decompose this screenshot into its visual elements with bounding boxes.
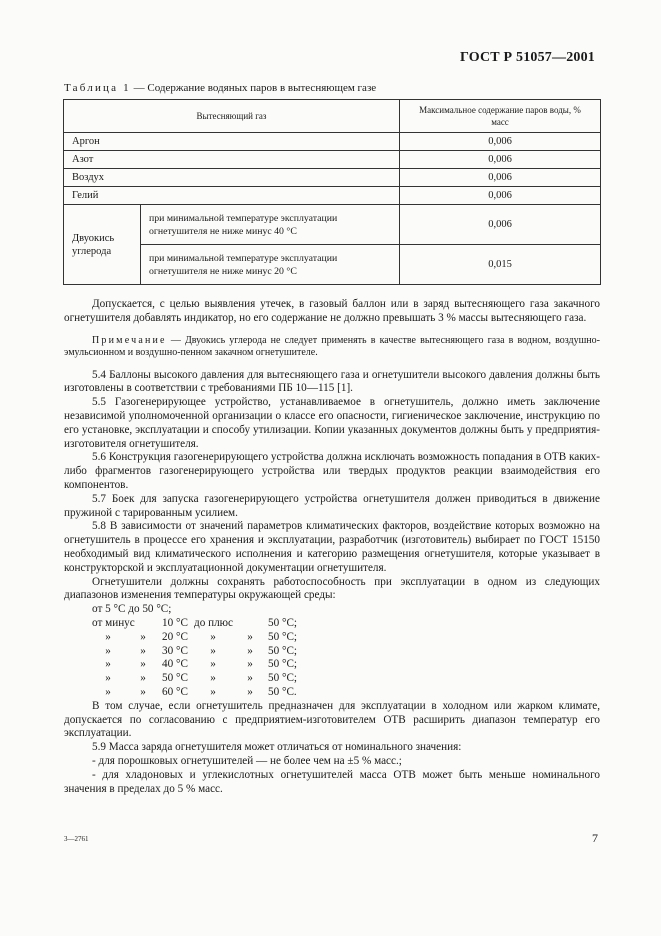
water-vapor-table — [63, 99, 601, 285]
list-item: » » 40 °С » » 50 °С; — [105, 658, 298, 671]
value-cell: 0,015 — [400, 245, 601, 285]
condition-cell: при минимальной температуре эксплуатации огнетушителя не ниже минус 20 °С — [141, 245, 400, 285]
gas-cell: Аргон — [64, 133, 400, 151]
paragraph-5-7: 5.7 Боек для запуска газогенерирующего устройства огнетушителя должен приводиться в движение пружиной с тарированным усилием. — [64, 492, 600, 519]
paragraph-5-8: 5.8 В зависимости от значений параметров климатических факторов, воздействие которых возможно на огнетушитель в процессе его хранения и эксплуатации, разработчик (изготовитель) выбирает по ГОСТ 15150 необходимый вид климатического исполнения и категорию размещения огнетушителя, которые указывает в конструкторской и эксплуатационной документации огнетушителя. — [64, 520, 600, 574]
paragraph-5-6: 5.6 Конструкция газогенерирующего устройства должна исключать возможность попадания в ОТВ каких-либо фрагментов газогенерирующего устройства или твердых продуктов реакции взаимодействия его компонентов. — [64, 451, 600, 491]
paragraph-5-5: 5.5 Газогенерирующее устройство, устанавливаемое в огнетушитель, должно иметь заключение независимой уполномоченной организации о классе его опасности, гигиеническое заключение, инструкцию по его установке, эксплуатации и способу утилизации. Копии указанных документов должны быть у предприятия-изготовителя огнетушителя. — [64, 396, 600, 450]
list-item: » » 20 °С » » 50 °С; — [105, 630, 298, 643]
list-item: » » 60 °С » » 50 °С. — [105, 685, 297, 698]
table-row — [64, 169, 601, 187]
condition-cell: при минимальной температуре эксплуатации огнетушителя не ниже минус 40 °С — [141, 205, 400, 245]
table-row — [64, 133, 601, 151]
document-header: ГОСТ Р 51057—2001 — [459, 50, 595, 65]
table-row — [64, 151, 601, 169]
gas-cell: Азот — [64, 151, 400, 169]
table-header-max-content: Максимальное содержание паров воды, % масс — [400, 100, 601, 133]
gas-cell: Гелий — [64, 187, 400, 205]
gas-cell: Воздух — [64, 169, 400, 187]
note-text: — Двуокись углерода не следует применять в качестве вытесняющего газа в водном, воздушно-эмульсионном и воздушно-пенном закачном огнетушителе. — [64, 334, 600, 359]
note — [64, 335, 600, 360]
paragraph-5-9: 5.9 Масса заряда огнетушителя может отличаться от номинального значения: — [92, 741, 462, 754]
gas-cell-co2: Двуокись углерода — [64, 205, 141, 285]
paragraph-extend-range: В том случае, если огнетушитель предназначен для эксплуатации в холодном или жарком климате, допускается по согласованию с предприятием-изготовителем ОТВ расширить диапазон температур его эксплуатации. — [64, 699, 600, 740]
table-caption-label: Таблица 1 — [64, 82, 131, 94]
print-code: 3—2761 — [64, 835, 89, 843]
value-cell: 0,006 — [400, 205, 601, 245]
table-row — [64, 245, 601, 285]
table-row — [64, 187, 601, 205]
table-caption — [64, 82, 376, 94]
note-label: Примечание — [92, 334, 167, 346]
list-item: » » 30 °С » » 50 °С; — [105, 644, 298, 657]
value-cell: 0,006 — [400, 133, 601, 151]
list-item-powder: - для порошковых огнетушителей — не более чем на ±5 % масс.; — [92, 754, 402, 767]
value-cell: 0,006 — [400, 151, 601, 169]
value-cell: 0,006 — [400, 187, 601, 205]
value-cell: 0,006 — [400, 169, 601, 187]
paragraph-indicator: Допускается, с целью выявления утечек, в газовый баллон или в заряд вытесняющего газа закачного огнетушителя добавлять индикатор, но его содержание не должно превышать 3 % массы вытесняющего газа. — [64, 298, 600, 324]
paragraph-5-4: 5.4 Баллоны высокого давления для вытесняющего газа и огнетушители высокого давления должны быть изготовлены в соответствии с требованиями ПБ 10—115 [1]. — [64, 368, 600, 395]
table-header-gas: Вытесняющий газ — [64, 100, 400, 133]
list-item-halon: - для хладоновых и углекислотных огнетушителей масса ОТВ может быть меньше номинального значения в пределах до 5 % масс. — [64, 768, 600, 795]
page-number: 7 — [592, 831, 598, 845]
body-text — [64, 298, 600, 796]
table-row — [64, 205, 601, 245]
list-item: » » 50 °С » » 50 °С; — [105, 672, 298, 685]
table-caption-title: — Содержание водяных паров в вытесняющем газе — [130, 82, 377, 94]
paragraph-ranges-intro: Огнетушители должны сохранять работоспособность при эксплуатации в одном из следующих диапазонов изменения температуры окружающей среды: — [64, 575, 600, 602]
list-item: от минус 10 °С до плюс 50 °С; — [92, 616, 298, 629]
range-first: от 5 °С до 50 °С; — [92, 603, 172, 616]
temperature-ranges — [92, 617, 297, 700]
